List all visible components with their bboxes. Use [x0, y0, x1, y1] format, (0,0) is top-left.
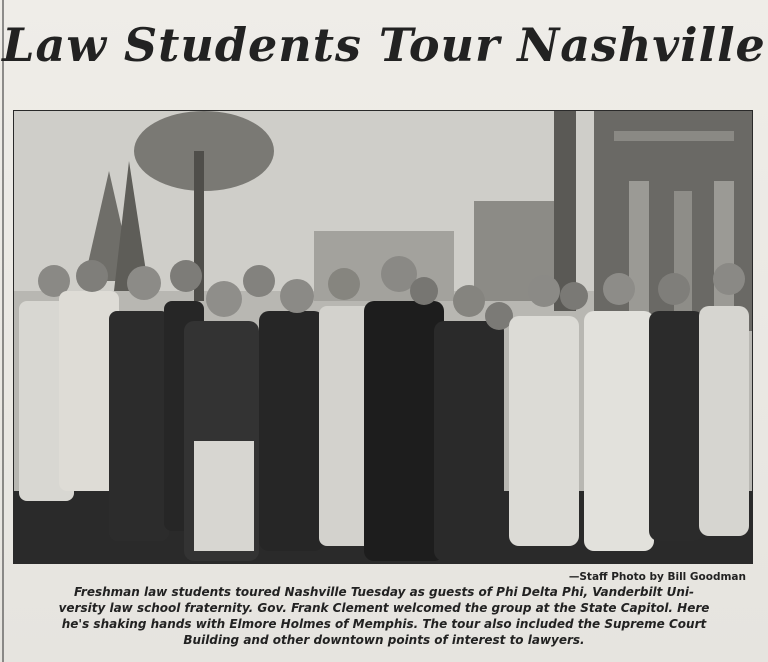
caption-line: versity law school fraternity. Gov. Frank Clement welcomed the group at the State Capitol. Here	[58, 601, 710, 615]
caption-line: he's shaking hands with Elmore Holmes of Memphis. The tour also included the Supreme Court	[61, 617, 707, 631]
column-rule	[2, 0, 4, 662]
photo-credit: —Staff Photo by Bill Goodman	[568, 571, 746, 583]
group-photo-illustration	[14, 111, 752, 563]
headline: Law Students Tour Nashville	[2, 18, 766, 72]
news-photo	[13, 110, 753, 564]
photo-caption	[8, 584, 760, 648]
caption-line: Freshman law students toured Nashville Tuesday as guests of Phi Delta Phi, Vanderbilt Uni-	[74, 585, 694, 599]
caption-line: Building and other downtown points of interest to lawyers.	[183, 633, 585, 647]
